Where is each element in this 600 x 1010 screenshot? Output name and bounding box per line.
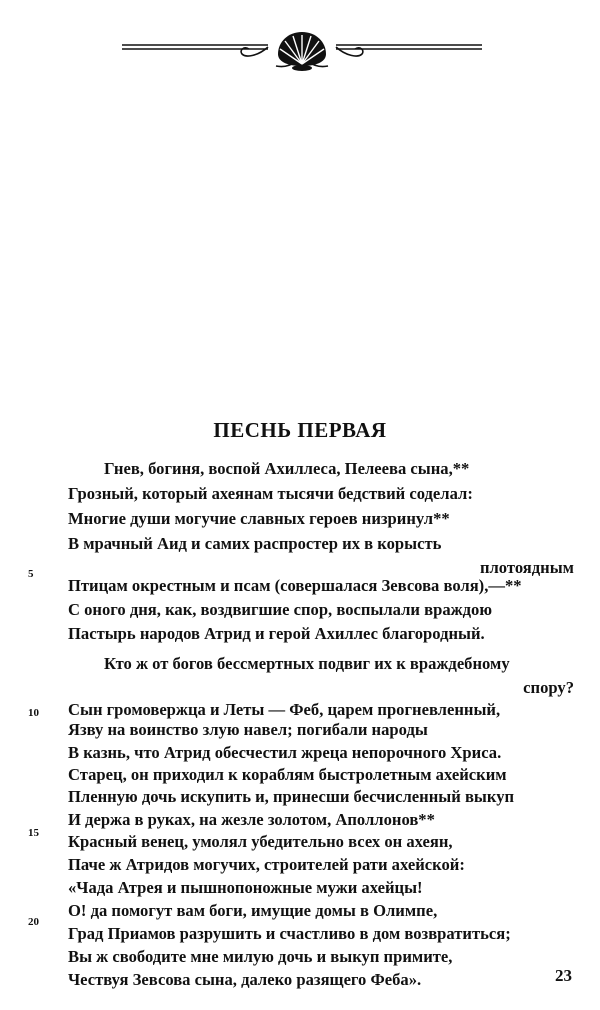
line-number: 15 xyxy=(28,827,39,839)
verse-line: С оного дня, как, воздвигшие спор, воспылали враждою xyxy=(68,600,493,619)
verse-line: Сын громовержца и Леты — Феб, царем прогневленный, xyxy=(68,700,501,719)
verse-line-continuation: плотоядным xyxy=(479,558,574,577)
verse-line: Многие души могучие славных героев низринул** xyxy=(68,509,450,528)
verse-line: В казнь, что Атрид обесчестил жреца непорочного Хриса. xyxy=(68,743,502,762)
verse-line: Птицам окрестным и псам (совершалася Зевсова воля),—** xyxy=(68,576,522,595)
verse-line: Грозный, который ахеянам тысячи бедствий соделал: xyxy=(68,484,473,503)
verse-line: О! да помогут вам боги, имущие домы в Олимпе, xyxy=(68,901,438,920)
line-number: 10 xyxy=(28,707,39,719)
verse-line-continuation: спору? xyxy=(523,678,574,697)
line-number: 20 xyxy=(28,916,39,928)
verse-line: Паче ж Атридов могучих, строителей рати ахейской: xyxy=(68,855,465,874)
verse-line: Вы ж свободите мне милую дочь и выкуп примите, xyxy=(68,947,453,966)
page-number: 23 xyxy=(555,966,572,985)
song-title: ПЕСНЬ ПЕРВАЯ xyxy=(213,418,387,442)
shell-ornament-icon xyxy=(118,28,486,74)
verse-line: Язву на воинство злую навел; погибали народы xyxy=(68,720,428,739)
verse-line: И держа в руках, на жезле золотом, Аполлонов** xyxy=(68,810,435,829)
line-number: 5 xyxy=(28,568,34,580)
verse-line: Чествуя Зевсова сына, далеко разящего Феба». xyxy=(68,970,422,989)
verse-line: Гнев, богиня, воспой Ахиллеса, Пелеева сына,** xyxy=(104,459,470,478)
verse-line: В мрачный Аид и самих распростер их в корысть xyxy=(68,534,442,553)
verse-line: Пленную дочь искупить и, принесши бесчисленный выкуп xyxy=(68,787,515,806)
verse-line: Старец, он приходил к кораблям быстролетным ахейским xyxy=(68,765,507,784)
verse-line: Красный венец, умолял убедительно всех он ахеян, xyxy=(68,832,453,851)
verse-line: Пастырь народов Атрид и герой Ахиллес благородный. xyxy=(68,624,485,643)
verse-line: Град Приамов разрушить и счастливо в дом возвратиться; xyxy=(68,924,511,943)
verse-line: «Чада Атрея и пышнопоножные мужи ахейцы! xyxy=(68,878,423,897)
verse-line: Кто ж от богов бессмертных подвиг их к враждебному xyxy=(104,654,510,673)
